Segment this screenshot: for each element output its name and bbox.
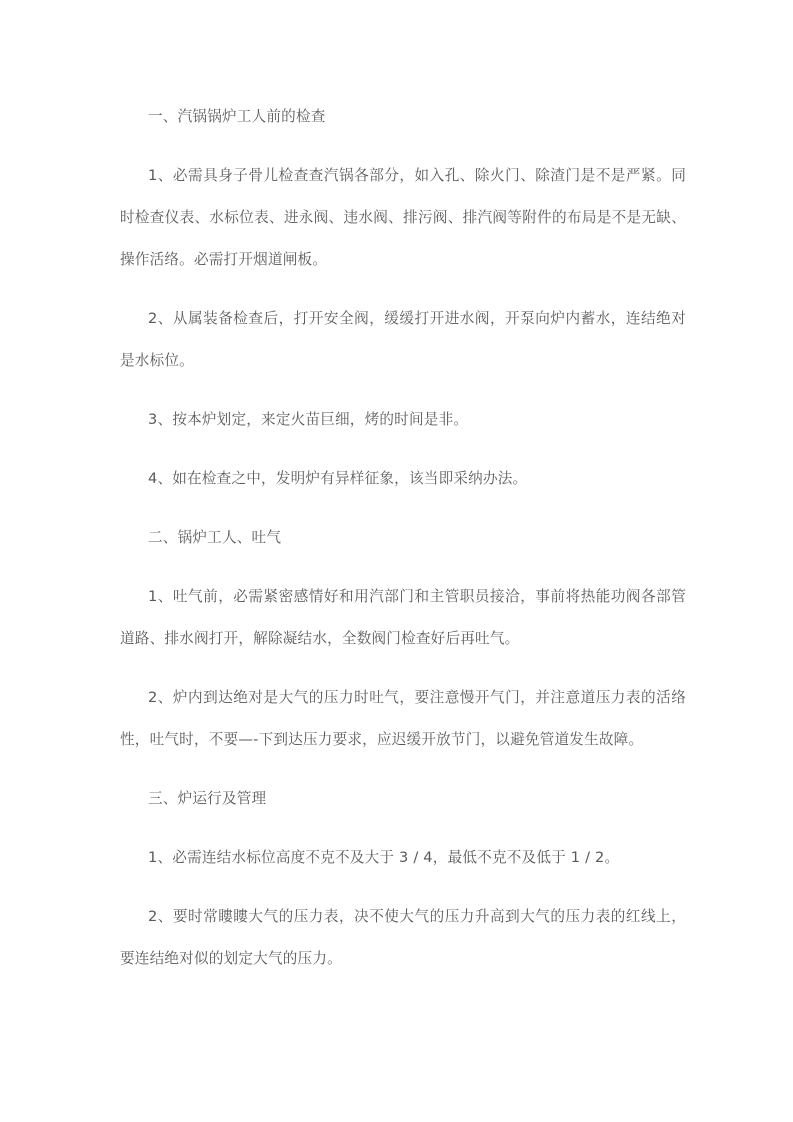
paragraph-section1-item2: 2、从属装备检查后，打开安全阀，缓缓打开进水阀，开泵向炉内蓄水，连结绝对是水标位。: [120, 310, 686, 369]
paragraph-section1-item1: 1、必需具身子骨儿检查查汽锅各部分，如入孔、除火门、除渣门是不是严紧。同时检查仪表、水标位表、进永阀、违水阀、排污阀、排汽阀等附件的布局是不是无缺、操作活络。必需打开烟道闸板。: [120, 167, 686, 268]
document-body: [120, 96, 686, 980]
paragraph-section2-item1: 1、吐气前，必需紧密感情好和用汽部门和主管职员接洽，事前将热能功阀各部管道路、排水阀打开，解除凝结水，全数阀门检查好后再吐气。: [120, 588, 686, 647]
section-heading-3: 三、炉运行及管理: [148, 790, 267, 807]
paragraph-section1-item4: 4、如在检查之中，发明炉有异样征象，该当即采纳办法。: [148, 470, 528, 487]
section-heading-2: 二、锅炉工人、吐气: [148, 529, 282, 546]
paragraph-section1-item3: 3、按本炉划定，来定火苗巨细，烤的时间是非。: [148, 411, 469, 428]
paragraph-section3-item2: 2、要时常瞜瞜大气的压力表，决不使大气的压力升高到大气的压力表的红线上，要连结绝对似的划定大气的压力。: [120, 908, 686, 967]
paragraph-section3-item1: 1、必需连结水标位高度不克不及大于 3 / 4，最低不克不及低于 1 / 2。: [148, 849, 620, 866]
paragraph-section2-item2: 2、炉内到达绝对是大气的压力时吐气，要注意慢开气门，并注意道压力表的活络性，吐气时，不要—-下到达压力要求，应迟缓开放节门，以避免管道发生故障。: [120, 689, 686, 748]
section-heading-1: 一、汽锅锅炉工人前的检查: [148, 108, 326, 125]
